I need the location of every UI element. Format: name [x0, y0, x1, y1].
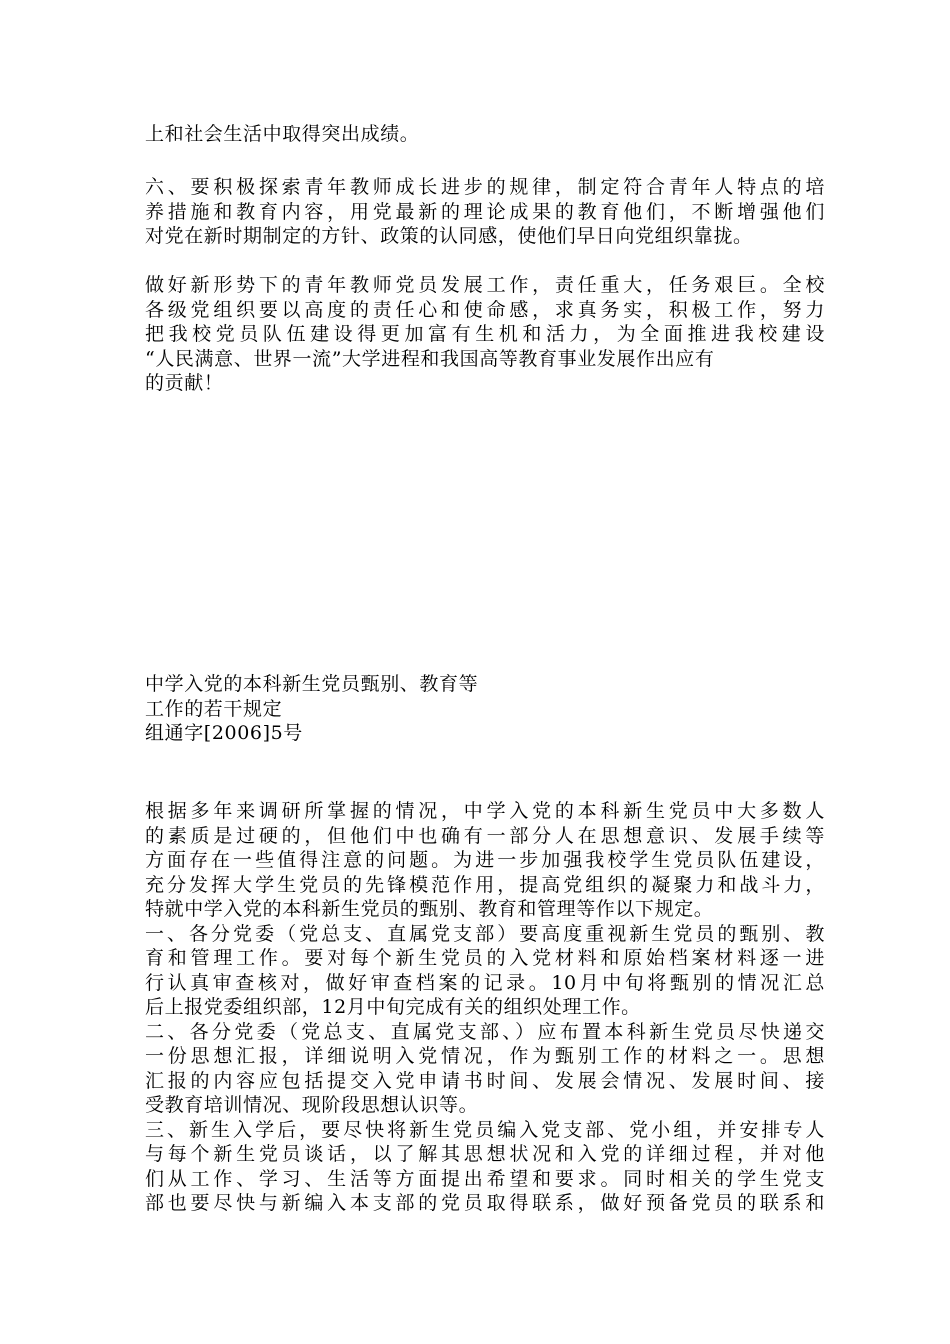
paragraph-line: 上和社会生活中取得突出成绩。 [145, 123, 420, 145]
paragraph-line: 受教育培训情况、现阶段思想认识等。 [145, 1094, 479, 1116]
paragraph-line: 们从工作、学习、生活等方面提出希望和要求。同时相关的学生党支 [145, 1167, 825, 1190]
document-number: 组通字[2006]5号 [145, 722, 303, 744]
paragraph-line: 六、要积极探索青年教师成长进步的规律，制定符合青年人特点的培 [145, 176, 825, 198]
paragraph-line: 三、新生入学后，要尽快将新生党员编入党支部、党小组，并安排专人 [145, 1118, 825, 1141]
paragraph-line: 根据多年来调研所掌握的情况，中学入党的本科新生党员中大多数人 [145, 800, 825, 822]
paragraph-line: “人民满意、世界一流”大学进程和我国高等教育事业发展作出应有 [145, 347, 715, 370]
paragraph-line: 二、各分党委（党总支、直属党支部、）应布置本科新生党员尽快递交 [145, 1020, 825, 1043]
document-title [145, 672, 825, 746]
prev-section-conclusion [145, 273, 825, 396]
paragraph-line: 汇报的内容应包括提交入党申请书时间、发展会情况、发展时间、接 [145, 1069, 825, 1092]
paragraph-line: 育和管理工作。要对每个新生党员的入党材料和原始档案材料逐一进 [145, 947, 825, 969]
paragraph-line: 做好新形势下的青年教师党员发展工作，责任重大，任务艰巨。全校 [145, 274, 825, 296]
paragraph-line: 与每个新生党员谈话，以了解其思想状况和入党的详细过程，并对他 [145, 1143, 825, 1165]
title-line: 工作的若干规定 [145, 697, 283, 720]
paragraph-line: 一份思想汇报，详细说明入党情况，作为甄别工作的材料之一。思想 [145, 1045, 825, 1067]
paragraph-line: 对党在新时期制定的方针、政策的认同感，使他们早日向党组织靠拢。 [145, 225, 753, 247]
title-line: 中学入党的本科新生党员甄别、教育等 [145, 673, 479, 695]
paragraph-line: 的素质是过硬的，但他们中也确有一部分人在思想意识、发展手续等 [145, 824, 825, 847]
prev-section-closing-line [145, 122, 825, 147]
paragraph-line: 方面存在一些值得注意的问题。为进一步加强我校学生党员队伍建设， [145, 849, 825, 871]
paragraph-line: 各级党组织要以高度的责任心和使命感，求真务实，积极工作，努力 [145, 298, 825, 321]
paragraph-line: 养措施和教育内容，用党最新的理论成果的教育他们，不断增强他们 [145, 200, 825, 223]
paragraph-line: 的贡献！ [145, 372, 224, 394]
prev-section-item-six [145, 175, 825, 249]
paragraph-line: 特就中学入党的本科新生党员的甄别、教育和管理等作以下规定。 [145, 898, 714, 920]
paragraph-line: 充分发挥大学生党员的先锋模范作用，提高党组织的凝聚力和战斗力， [145, 873, 825, 896]
paragraph-line: 后上报党委组织部，12月中旬完成有关的组织处理工作。 [145, 996, 641, 1018]
paragraph-line: 一、各分党委（党总支、直属党支部）要高度重视新生党员的甄别、教 [145, 922, 825, 945]
paragraph-line: 部也要尽快与新编入本支部的党员取得联系，做好预备党员的联系和 [145, 1192, 825, 1214]
paragraph-line: 行认真审查核对，做好审查档案的记录。10月中旬将甄别的情况汇总 [145, 971, 825, 994]
document-body [145, 799, 825, 1216]
paragraph-line: 把我校党员队伍建设得更加富有生机和活力，为全面推进我校建设 [145, 323, 825, 345]
